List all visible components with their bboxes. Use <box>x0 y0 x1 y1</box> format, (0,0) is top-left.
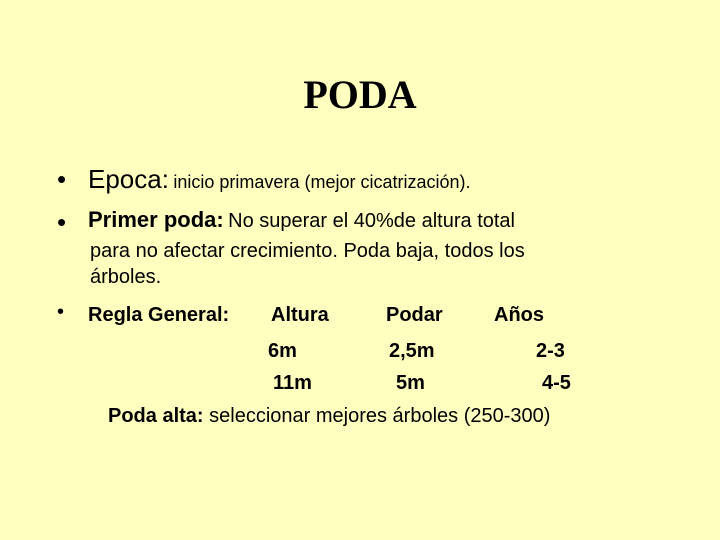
epoca-text: inicio primavera (mejor cicatrización). <box>173 172 471 192</box>
bullet-marker: • <box>57 207 67 237</box>
table-header-podar: Podar <box>386 304 443 326</box>
bullet-primer-poda <box>88 207 515 233</box>
table-cell: 2-3 <box>536 340 565 362</box>
table-header-altura: Altura <box>271 304 329 326</box>
bullet-epoca <box>88 164 471 195</box>
slide-title: PODA <box>303 72 417 117</box>
table-cell: 11m <box>273 372 312 394</box>
poda-alta-line <box>108 405 550 428</box>
table-cell: 4-5 <box>542 372 571 394</box>
table-cell: 6m <box>268 340 297 362</box>
epoca-label: Epoca: <box>88 164 169 194</box>
poda-alta-text: seleccionar mejores árboles (250-300) <box>209 405 551 427</box>
primer-poda-text: No superar el 40%de altura total <box>228 210 515 232</box>
primer-poda-label: Primer poda: <box>88 207 224 232</box>
regla-general-label: Regla General: <box>88 304 230 326</box>
bullet-marker: • <box>57 301 65 323</box>
primer-poda-text-line2: para no afectar crecimiento. Poda baja, todos los <box>90 240 525 262</box>
table-header-anos: Años <box>494 304 544 326</box>
bullet-marker: • <box>57 164 67 194</box>
table-cell: 5m <box>396 372 425 394</box>
primer-poda-text-line3: árboles. <box>90 266 162 288</box>
table-cell: 2,5m <box>389 340 435 362</box>
poda-alta-label: Poda alta: <box>108 405 204 427</box>
